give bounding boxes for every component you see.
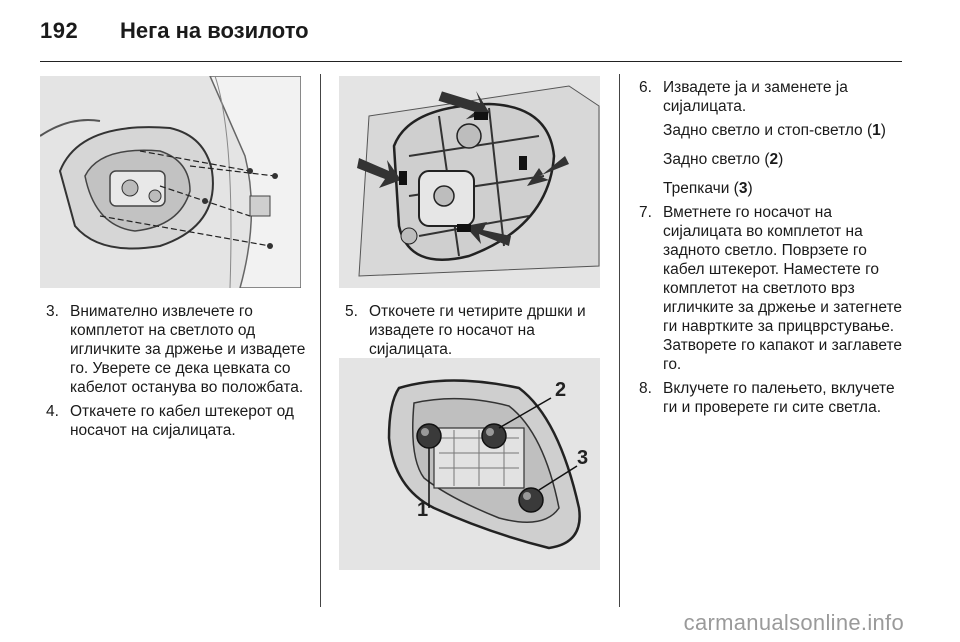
step-number: 8.: [639, 380, 652, 397]
step-text: Внимателно извлечете го комплетот на светлото од игличките за држење и извадете го. Уверете се дека цевката со кабелот останува во положбата.: [70, 303, 306, 396]
step-number: 6.: [639, 79, 652, 96]
step-text: Извадете ја и заменете ја сијалицата.: [663, 79, 848, 115]
column3-text: [639, 78, 904, 422]
step-3: [46, 302, 308, 397]
page-number: 192: [40, 18, 79, 43]
column-divider-right: [619, 74, 620, 607]
callout-2: 2: [555, 379, 567, 401]
step-number: 5.: [345, 303, 358, 320]
watermark: carmanualsonline.info: [683, 610, 904, 635]
step-text: Вклучете го палењето, вклучете ги и проверете ги сите светла.: [663, 380, 895, 416]
column1-text: [46, 302, 308, 445]
column-divider-left: [320, 74, 321, 607]
figure-taillight-pins: [40, 76, 301, 288]
step-text: Откачете го кабел штекерот од носачот на сијалицата.: [70, 403, 294, 439]
bulb-type-2: Задно светло (2): [663, 151, 784, 168]
callout-1: 1: [417, 499, 429, 521]
step-6: [639, 78, 904, 116]
bulb-holder-tabs-illustration: [339, 76, 600, 288]
callout-3: 3: [577, 447, 589, 469]
bulb-type-1: Задно светло и стоп-светло (1): [663, 122, 886, 139]
taillight-pins-illustration: [40, 76, 301, 288]
step-4: [46, 402, 308, 440]
column2-text: [345, 302, 607, 364]
figure-bulb-holder-tabs: [339, 76, 600, 288]
page-header: [40, 18, 902, 48]
step-text: Откочете ги четирите дршки и извадете го носачот на сијалицата.: [369, 303, 586, 358]
step-8: [639, 379, 904, 417]
header-rule: [40, 61, 902, 62]
bulb-type-3: Трепкачи (3): [663, 180, 753, 197]
step-text: Вметнете го носачот на сијалицата во комплетот на задното светло. Поврзете го кабел штекерот. Наместете го комплетот на светлото врз игличките за држење и затегнете ги навртките за прицврстување. Затворете го капакот и заглавете го.: [663, 204, 903, 373]
bulbs-numbered-illustration: [339, 358, 600, 570]
step-number: 3.: [46, 303, 59, 320]
step-number: 7.: [639, 204, 652, 221]
page-title: Нега на возилото: [120, 18, 309, 43]
step-7: [639, 203, 904, 374]
figure-bulbs-numbered: [339, 358, 600, 570]
step-5: [345, 302, 607, 359]
step-number: 4.: [46, 403, 59, 420]
